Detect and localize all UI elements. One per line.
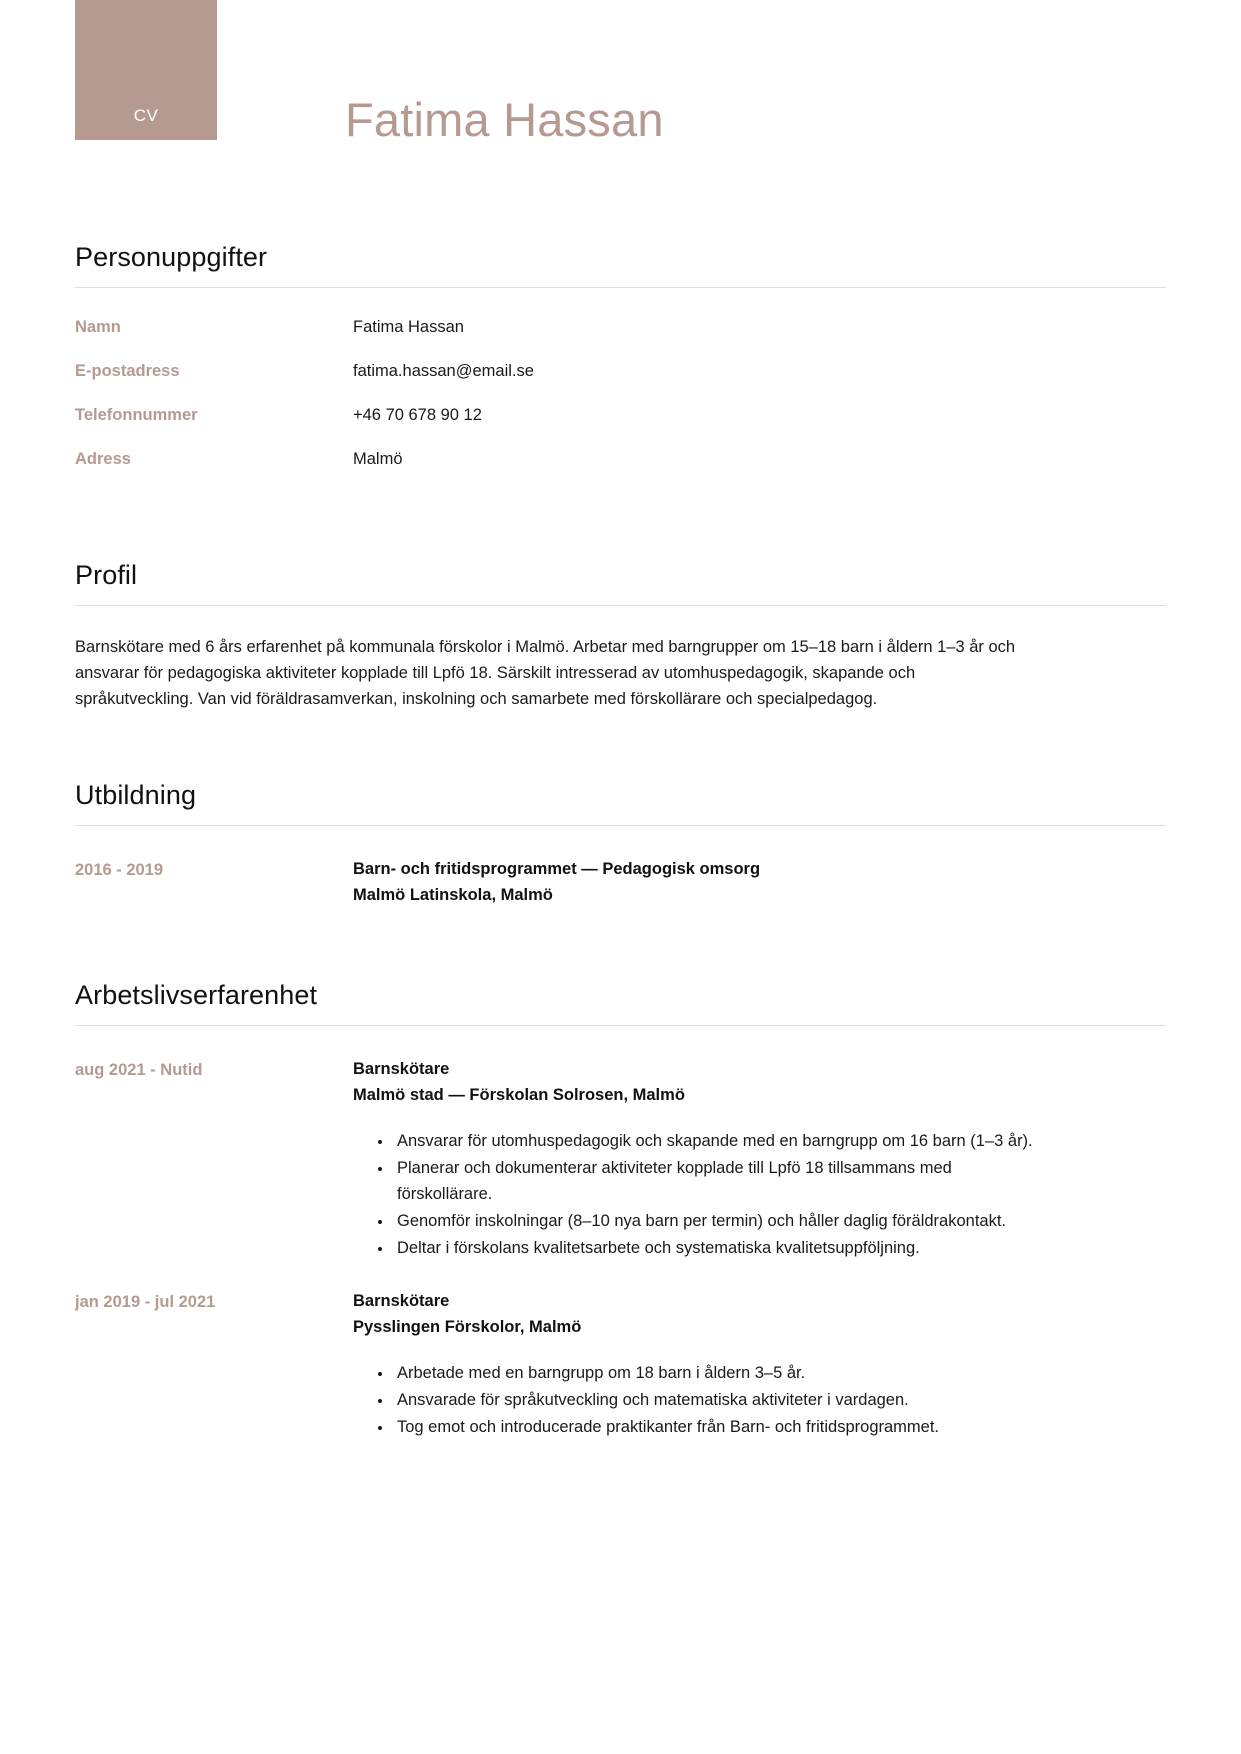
section-title-profile: Profil — [75, 560, 138, 590]
personal-value: Malmö — [353, 450, 403, 468]
personal-row-telefonnummer — [75, 406, 1166, 450]
section-title-experience: Arbetslivserfarenhet — [75, 980, 318, 1010]
entry-title: Barnskötare — [353, 1060, 450, 1078]
entry-body — [353, 1056, 1043, 1262]
section-education — [0, 780, 1241, 908]
section-title-personal: Personuppgifter — [75, 242, 268, 272]
personal-value: +46 70 678 90 12 — [353, 406, 482, 424]
entry-organization: Malmö Latinskola, Malmö — [353, 886, 553, 904]
section-profile — [0, 560, 1241, 712]
entry-title: Barn- och fritidsprogrammet — Pedagogisk omsorg — [353, 860, 761, 878]
candidate-name: Fatima Hassan — [345, 93, 664, 146]
personal-label: Namn — [75, 318, 121, 336]
education-entries — [75, 856, 1166, 908]
profile-paragraph: Barnskötare med 6 års erfarenhet på kommunala förskolor i Malmö. Arbetar med barngrupper om 15–18 barn i åldern 1–3 år och ansvarar för pedagogiska aktiviteter kopplade till Lpfö 18. Särskilt intresserad av utomhuspedagogik, skapande och språkutveckling. Van vid föräldrasamverkan, inskolning och samarbete med förskollärare och specialpedagog. — [75, 638, 1016, 708]
cv-badge — [75, 0, 217, 140]
personal-row-epostadress — [75, 362, 1166, 406]
section-divider — [75, 1025, 1166, 1026]
section-work-experience — [0, 980, 1241, 1441]
entry-organization: Pysslingen Förskolor, Malmö — [353, 1318, 582, 1336]
entry-bullet: • Ansvarar för utomhuspedagogik och skapande med en barngrupp om 16 barn (1–3 år). — [393, 1128, 1043, 1154]
personal-value: fatima.hassan@email.se — [353, 362, 534, 380]
section-title-education: Utbildning — [75, 780, 197, 810]
entry-bullet: • Ansvarade för språkutveckling och matematiska aktiviteter i vardagen. — [393, 1387, 1043, 1413]
entry-organization: Malmö stad — Förskolan Solrosen, Malmö — [353, 1086, 685, 1104]
entry-body — [353, 856, 1043, 908]
entry-bullet-list — [353, 1360, 1043, 1440]
personal-value: Fatima Hassan — [353, 318, 464, 336]
cv-badge-label: CV — [133, 106, 159, 125]
entry-bullet: • Arbetade med en barngrupp om 18 barn i åldern 3–5 år. — [393, 1360, 1043, 1386]
education-entry — [75, 856, 1166, 908]
personal-label: Telefonnummer — [75, 406, 198, 424]
personal-label: Adress — [75, 450, 131, 468]
entry-date: aug 2021 - Nutid — [75, 1061, 203, 1079]
entry-bullet: • Tog emot och introducerade praktikanter från Barn- och fritidsprogrammet. — [393, 1414, 1043, 1440]
document-header — [0, 0, 1241, 190]
entry-bullet: • Planerar och dokumenterar aktiviteter kopplade till Lpfö 18 tillsammans med förskollärare. — [393, 1155, 1043, 1207]
experience-entries — [75, 1056, 1166, 1441]
personal-details-list — [75, 318, 1166, 494]
experience-entry — [75, 1056, 1166, 1262]
entry-date: jan 2019 - jul 2021 — [75, 1293, 216, 1311]
experience-entry — [75, 1288, 1166, 1441]
entry-bullet-list — [353, 1128, 1043, 1261]
section-divider — [75, 605, 1166, 606]
entry-body — [353, 1288, 1043, 1441]
section-personal-details — [0, 242, 1241, 494]
entry-bullet: • Deltar i förskolans kvalitetsarbete och systematiska kvalitetsuppföljning. — [393, 1235, 1043, 1261]
personal-label: E-postadress — [75, 362, 180, 380]
entry-bullet: • Genomför inskolningar (8–10 nya barn per termin) och håller daglig föräldrakontakt. — [393, 1208, 1043, 1234]
personal-row-adress — [75, 450, 1166, 494]
personal-row-namn — [75, 318, 1166, 362]
entry-title: Barnskötare — [353, 1292, 450, 1310]
section-divider — [75, 825, 1166, 826]
section-divider — [75, 287, 1166, 288]
entry-date: 2016 - 2019 — [75, 861, 164, 879]
